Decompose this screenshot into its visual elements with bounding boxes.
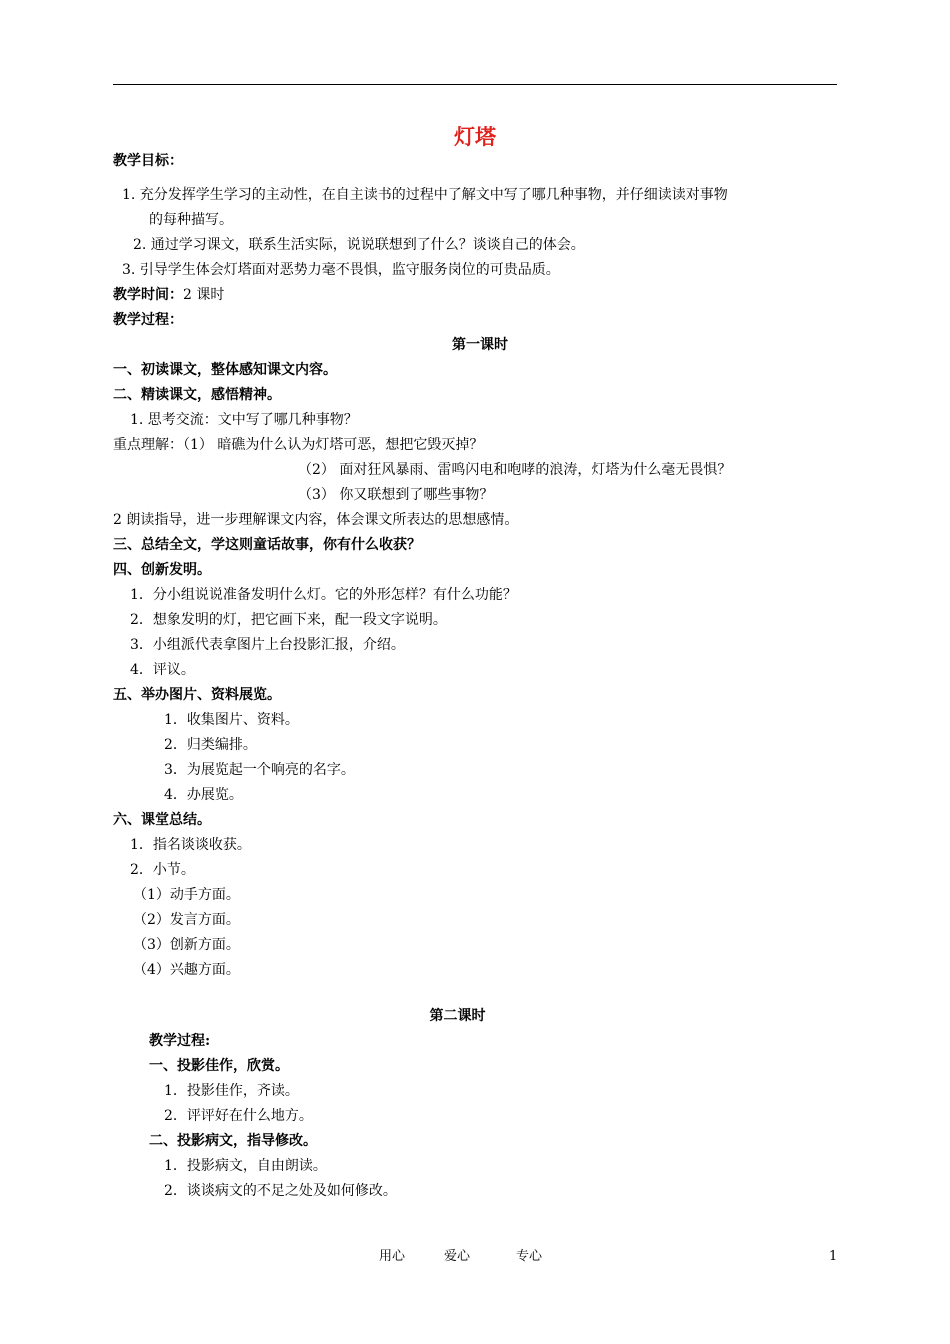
- list-item: 2 朗读指导，进一步理解课文内容，体会课文所表达的思想感情。: [113, 512, 519, 528]
- section-heading: 六、课堂总结。: [113, 812, 211, 828]
- key-point: （3） 你又联想到了哪些事物？: [298, 487, 494, 503]
- goals-heading: 教学目标：: [113, 153, 183, 169]
- goal-item: 2. 通过学习课文，联系生活实际，说说联想到了什么？谈谈自己的体会。: [133, 237, 585, 253]
- process-heading: 教学过程：: [113, 312, 183, 328]
- document-title: 灯塔: [454, 124, 496, 149]
- list-item: 3．小组派代表拿图片上台投影汇报，介绍。: [130, 637, 405, 653]
- list-item: 1．投影病文，自由朗读。: [164, 1158, 327, 1174]
- list-item: 4．评议。: [130, 662, 195, 678]
- section-heading: 二、精读课文，感悟精神。: [113, 387, 281, 403]
- list-item: 2．归类编排。: [164, 737, 257, 753]
- list-item: （4）兴趣方面。: [133, 962, 240, 978]
- list-item: 1．投影佳作，齐读。: [164, 1083, 299, 1099]
- teaching-time: [113, 286, 224, 304]
- goal-item-continued: 的每种描写。: [149, 212, 233, 228]
- key-point: （2） 面对狂风暴雨、雷鸣闪电和咆哮的浪涛，灯塔为什么毫无畏惧？: [298, 462, 732, 478]
- list-item: （2）发言方面。: [133, 912, 240, 928]
- lesson1-heading: 第一课时: [452, 337, 508, 353]
- goal-item: 3. 引导学生体会灯塔面对恶势力毫不畏惧，监守服务岗位的可贵品质。: [122, 262, 560, 278]
- list-item: 4．办展览。: [164, 787, 243, 803]
- footer-text: 用心: [379, 1249, 406, 1264]
- list-item: （3）创新方面。: [133, 937, 240, 953]
- key-point: 重点理解：（1） 暗礁为什么认为灯塔可恶，想把它毁灭掉？: [113, 437, 484, 453]
- list-item: 1．收集图片、资料。: [164, 712, 299, 728]
- section-heading: 三、总结全文，学这则童话故事，你有什么收获？: [113, 537, 421, 553]
- footer-text: 专心: [516, 1249, 543, 1264]
- goal-item: 1. 充分发挥学生学习的主动性，在自主读书的过程中了解文中写了哪几种事物，并仔细读读对事物: [122, 187, 728, 203]
- section-heading: 一、初读课文，整体感知课文内容。: [113, 362, 337, 378]
- list-item: 1. 思考交流：文中写了哪几种事物？: [130, 412, 358, 428]
- section-heading: 四、创新发明。: [113, 562, 211, 578]
- list-item: 2．评评好在什么地方。: [164, 1108, 313, 1124]
- list-item: 2．想象发明的灯，把它画下来，配一段文字说明。: [130, 612, 447, 628]
- list-item: 1．指名谈谈收获。: [130, 837, 251, 853]
- section-heading: 二、投影病文，指导修改。: [149, 1133, 317, 1149]
- section-heading: 一、投影佳作，欣赏。: [149, 1058, 289, 1074]
- section-heading: 五、举办图片、资料展览。: [113, 687, 281, 703]
- teaching-time-label: 教学时间：: [113, 287, 183, 303]
- list-item: 1．分小组说说准备发明什么灯。它的外形怎样？有什么功能？: [130, 587, 517, 603]
- teaching-time-value: 2 课时: [183, 287, 225, 303]
- list-item: （1）动手方面。: [133, 887, 240, 903]
- list-item: 2．小节。: [130, 862, 195, 878]
- page-number: 1: [829, 1249, 838, 1264]
- header-rule: [113, 84, 837, 85]
- footer-text: 爱心: [444, 1249, 471, 1264]
- process-heading: 教学过程:: [149, 1033, 211, 1049]
- list-item: 3．为展览起一个响亮的名字。: [164, 762, 355, 778]
- lesson2-heading: 第二课时: [429, 1008, 486, 1024]
- list-item: 2．谈谈病文的不足之处及如何修改。: [164, 1183, 397, 1199]
